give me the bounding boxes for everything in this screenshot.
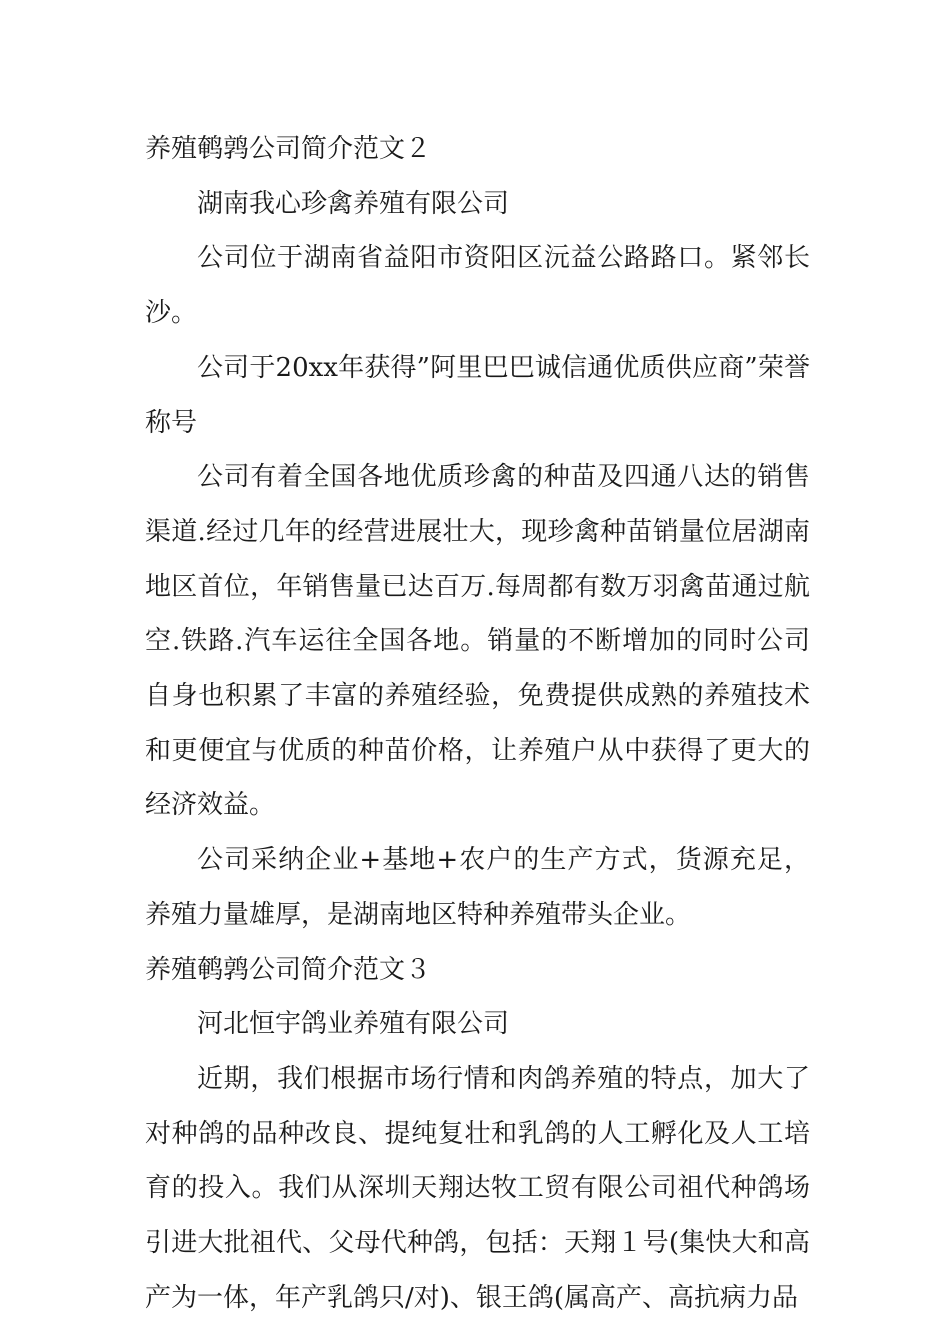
paragraph: 公司有着全国各地优质珍禽的种苗及四通八达的销售渠道.经过几年的经营进展壮大，现珍禽种苗销量位居湖南地区首位，年销售量已达百万.每周都有数万羽禽苗通过航空.铁路.汽车运往全国各地。销量的不断增加的同时公司自身也积累了丰富的养殖经验，免费提供成熟的养殖技术和更便宜与优质的种苗价格，让养殖户从中获得了更大的经济效益。 — [145, 462, 810, 821]
paragraph: 公司采纳企业+基地+农户的生产方式，货源充足，养殖力量雄厚，是湖南地区特种养殖带头企业。 — [145, 845, 810, 930]
paragraph: 公司位于湖南省益阳市资阳区沅益公路路口。紧邻长沙。 — [145, 243, 810, 329]
company-name: 河北恒宇鸽业养殖有限公司 — [197, 1009, 510, 1040]
section-3 — [145, 943, 810, 1326]
section-2 — [145, 122, 810, 943]
paragraph: 公司于20xx年获得”阿里巴巴诚信通优质供应商”荣誉称号 — [145, 352, 810, 438]
paragraph: 近期，我们根据市场行情和肉鸽养殖的特点，加大了对种鸽的品种改良、提纯复壮和乳鸽的人工孵化及人工培育的投入。我们从深圳天翔达牧工贸有限公司祖代种鸽场引进大批祖代、父母代种鸽，包括：天翔１号(集快大和高产为一体，年产乳鸽只/对)、银王鸽(属高产、高抗病力品 — [145, 1063, 810, 1313]
company-name: 湖南我心珍禽养殖有限公司 — [197, 188, 510, 219]
section-title: 养殖鹌鹑公司简介范文２ — [145, 134, 432, 164]
document-body — [145, 122, 810, 1325]
section-title: 养殖鹌鹑公司简介范文３ — [145, 954, 432, 985]
